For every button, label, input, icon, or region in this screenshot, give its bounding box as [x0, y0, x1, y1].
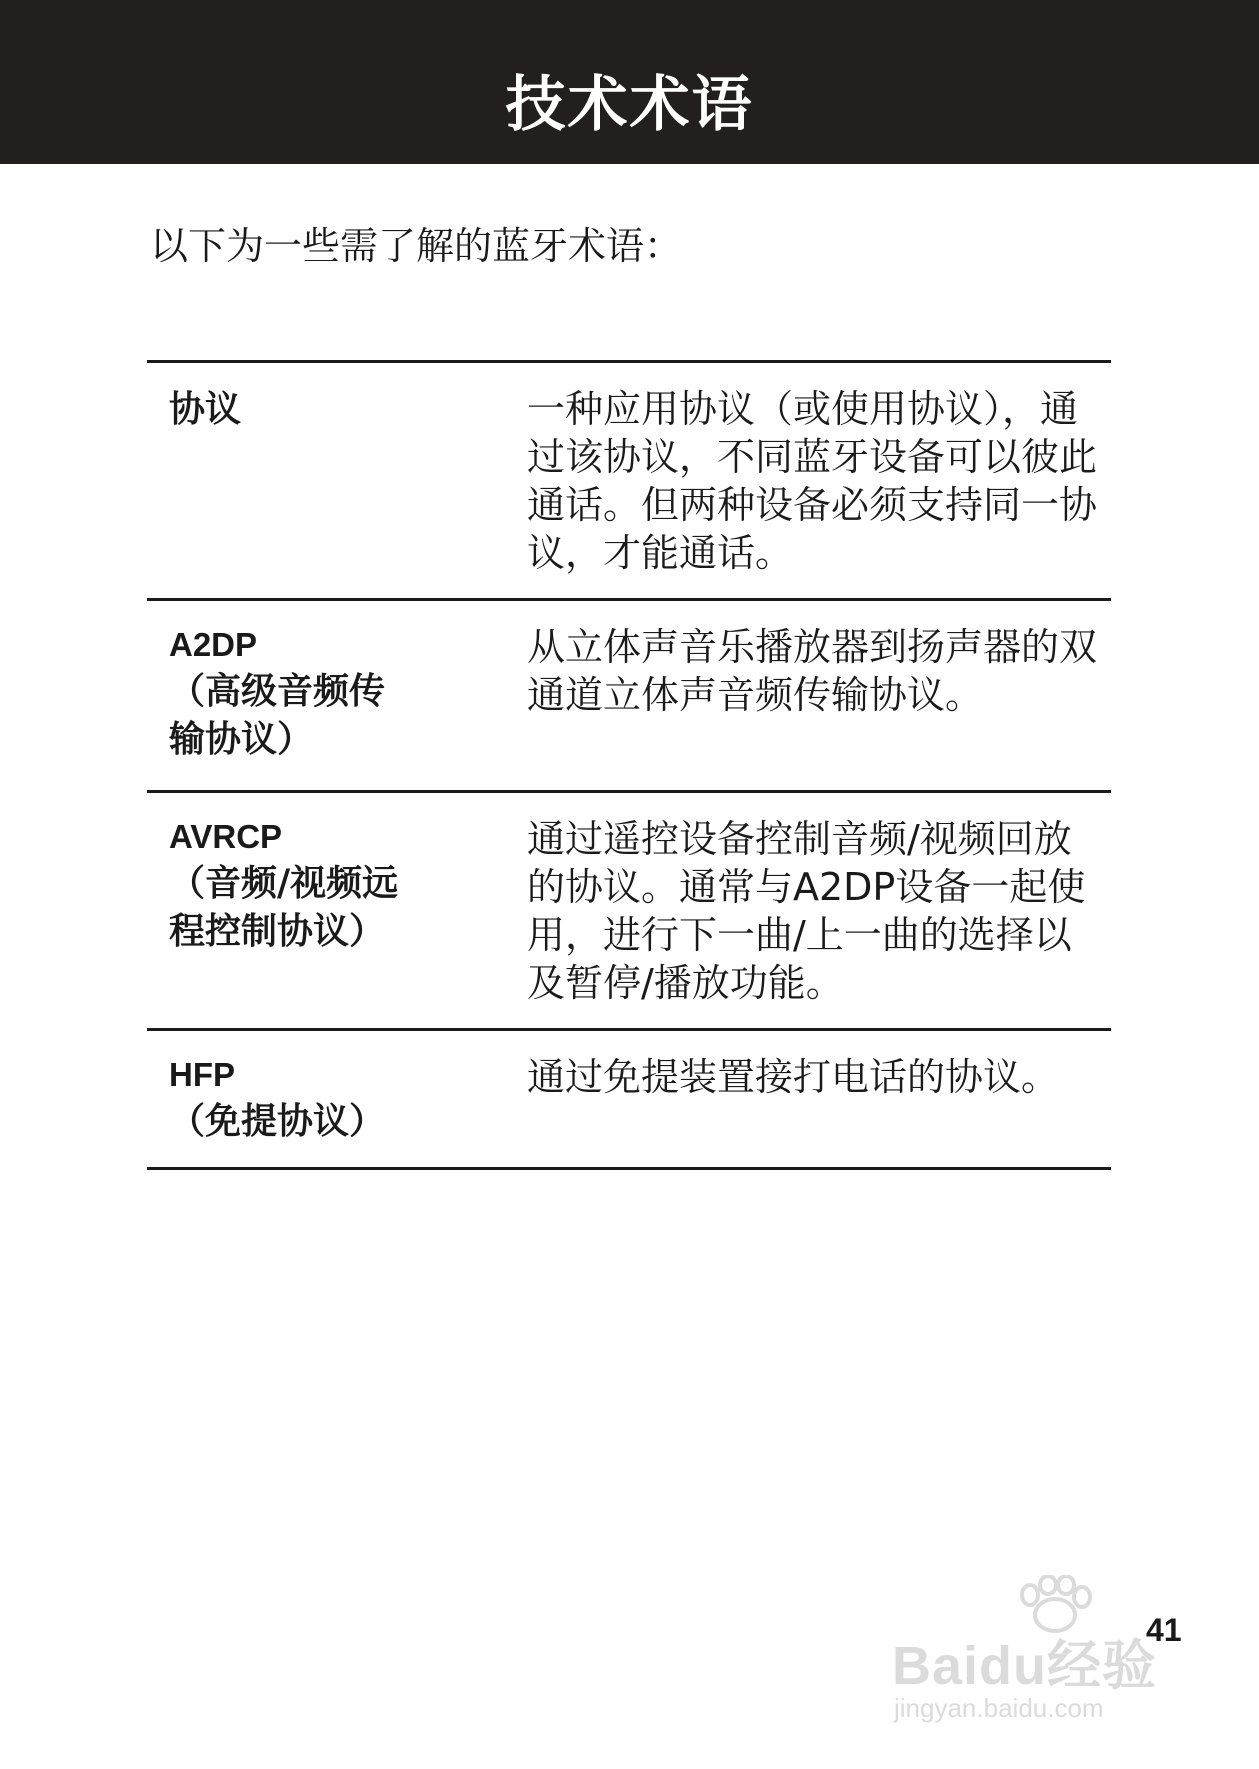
- intro-text: 以下为一些需了解的蓝牙术语：: [150, 224, 683, 268]
- header-bar: [0, 0, 1259, 164]
- term-name: [169, 623, 419, 763]
- term-full-name: （免提协议）: [169, 1100, 386, 1142]
- term-full-name: （音频/视频远程控制协议）: [169, 862, 399, 952]
- term-abbreviation: AVRCP: [169, 818, 283, 855]
- term-row: [147, 1031, 1111, 1170]
- term-name: [169, 815, 419, 955]
- term-definition: 通过免提装置接打电话的协议。: [527, 1055, 1060, 1099]
- term-full-name: （高级音频传输协议）: [169, 670, 386, 760]
- term-definition: 一种应用协议（或使用协议），通过该协议，不同蓝牙设备可以彼此通话。但两种设备必须支持同一协议，才能通话。: [527, 387, 1098, 575]
- watermark-url: jingyan.baidu.com: [894, 1693, 1104, 1723]
- term-row: [147, 363, 1111, 601]
- term-abbreviation: A2DP: [169, 626, 258, 663]
- term-name: [169, 1053, 419, 1145]
- term-full-name: 协议: [169, 388, 242, 430]
- page-title: 技术术语: [505, 70, 754, 140]
- page-number: 41: [1146, 1612, 1182, 1648]
- watermark-brand: Baidu经验: [892, 1636, 1158, 1696]
- term-row: [147, 601, 1111, 793]
- term-definition: 从立体声音乐播放器到扬声器的双通道立体声音频传输协议。: [527, 625, 1098, 717]
- baidu-watermark: [880, 1575, 1180, 1735]
- term-abbreviation: HFP: [169, 1056, 235, 1093]
- term-name: [169, 385, 419, 433]
- terms-table: [147, 360, 1111, 1170]
- term-definition: 通过遥控设备控制音频/视频回放的协议。通常与A2DP设备一起使用，进行下一曲/上一曲的选择以及暂停/播放功能。: [527, 817, 1086, 1005]
- term-row: [147, 793, 1111, 1031]
